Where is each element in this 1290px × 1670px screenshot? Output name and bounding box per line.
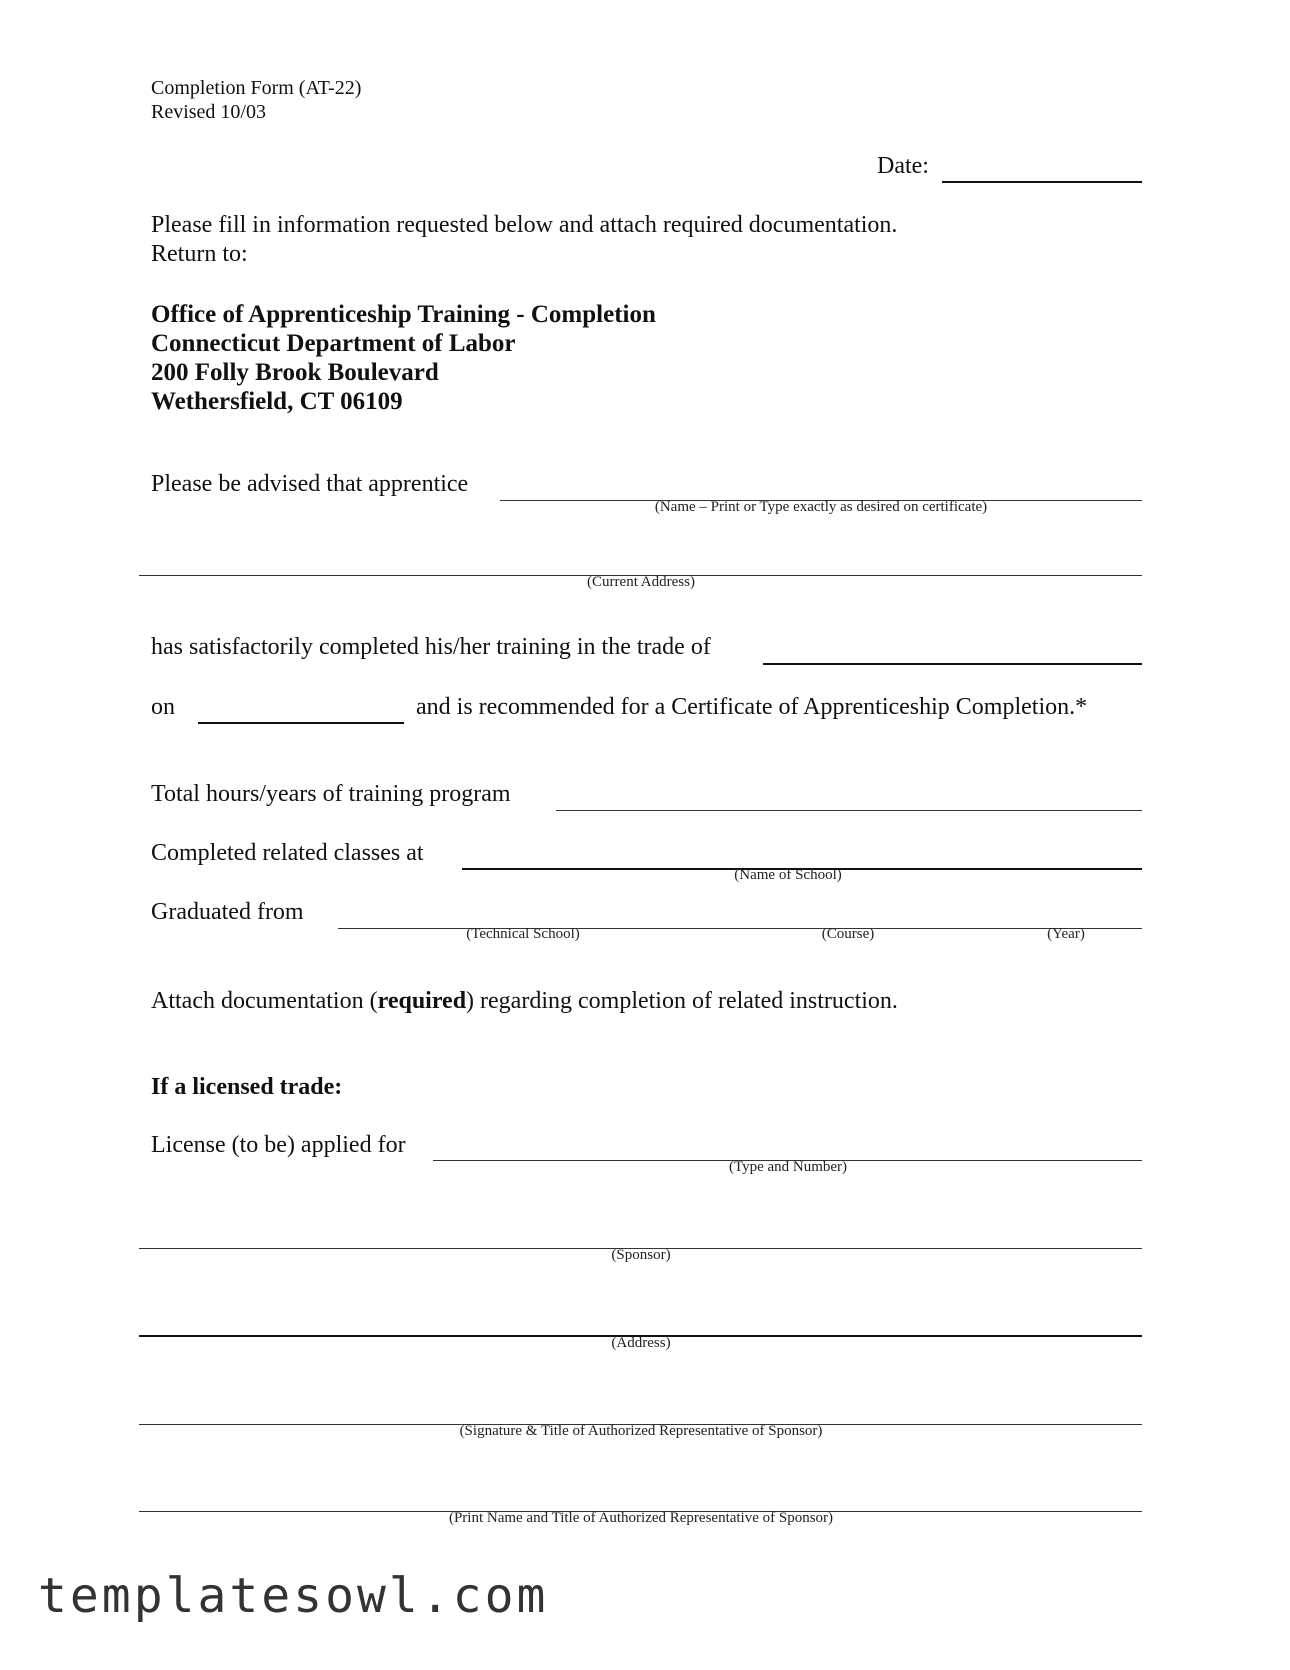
documentation-prefix: Attach documentation ( bbox=[151, 988, 378, 1014]
training-hours-field[interactable] bbox=[556, 810, 1142, 811]
required-emphasis: required bbox=[377, 988, 467, 1014]
print-name-caption: (Print Name and Title of Authorized Representative of Sponsor) bbox=[448, 1510, 834, 1526]
course-caption: (Course) bbox=[821, 926, 875, 942]
training-hours-label: Total hours/years of training program bbox=[151, 781, 511, 807]
address-line-city: Wethersfield, CT 06109 bbox=[151, 388, 403, 415]
related-classes-label: Completed related classes at bbox=[151, 840, 424, 866]
year-caption: (Year) bbox=[1047, 926, 1085, 942]
graduated-from-label: Graduated from bbox=[151, 899, 304, 925]
date-field[interactable] bbox=[942, 181, 1142, 183]
recommendation-text: and is recommended for a Certificate of Apprenticeship Completion.* bbox=[416, 694, 1088, 720]
watermark-text: templatesowl.com bbox=[38, 1568, 549, 1624]
address-line-office: Office of Apprenticeship Training - Completion bbox=[151, 301, 656, 328]
trade-field[interactable] bbox=[763, 663, 1142, 665]
signature-caption: (Signature & Title of Authorized Representative of Sponsor) bbox=[459, 1423, 823, 1439]
trade-label: has satisfactorily completed his/her training in the trade of bbox=[151, 634, 711, 660]
school-name-caption: (Name of School) bbox=[734, 867, 842, 883]
sponsor-address-caption: (Address) bbox=[611, 1335, 671, 1351]
apprentice-name-caption: (Name – Print or Type exactly as desired on certificate) bbox=[654, 499, 988, 515]
documentation-notice bbox=[151, 988, 898, 1015]
sponsor-caption: (Sponsor) bbox=[611, 1247, 671, 1263]
graduated-from-field[interactable] bbox=[338, 928, 1142, 929]
form-id: Completion Form (AT-22) bbox=[151, 77, 362, 99]
return-address bbox=[151, 300, 656, 416]
address-line-department: Connecticut Department of Labor bbox=[151, 330, 516, 357]
on-label: on bbox=[151, 694, 175, 720]
license-caption: (Type and Number) bbox=[728, 1159, 848, 1175]
revised-date: Revised 10/03 bbox=[151, 101, 266, 123]
license-label: License (to be) applied for bbox=[151, 1132, 406, 1158]
address-line-street: 200 Folly Brook Boulevard bbox=[151, 359, 439, 386]
current-address-caption: (Current Address) bbox=[587, 574, 695, 590]
completion-date-field[interactable] bbox=[198, 722, 404, 724]
date-label: Date: bbox=[877, 153, 929, 179]
apprentice-label: Please be advised that apprentice bbox=[151, 471, 469, 497]
technical-school-caption: (Technical School) bbox=[466, 926, 580, 942]
documentation-suffix: ) regarding completion of related instruction. bbox=[466, 988, 898, 1014]
intro-instructions: Please fill in information requested below and attach required documentation. bbox=[151, 212, 898, 238]
return-to-label: Return to: bbox=[151, 241, 248, 267]
licensed-trade-heading: If a licensed trade: bbox=[151, 1074, 343, 1100]
